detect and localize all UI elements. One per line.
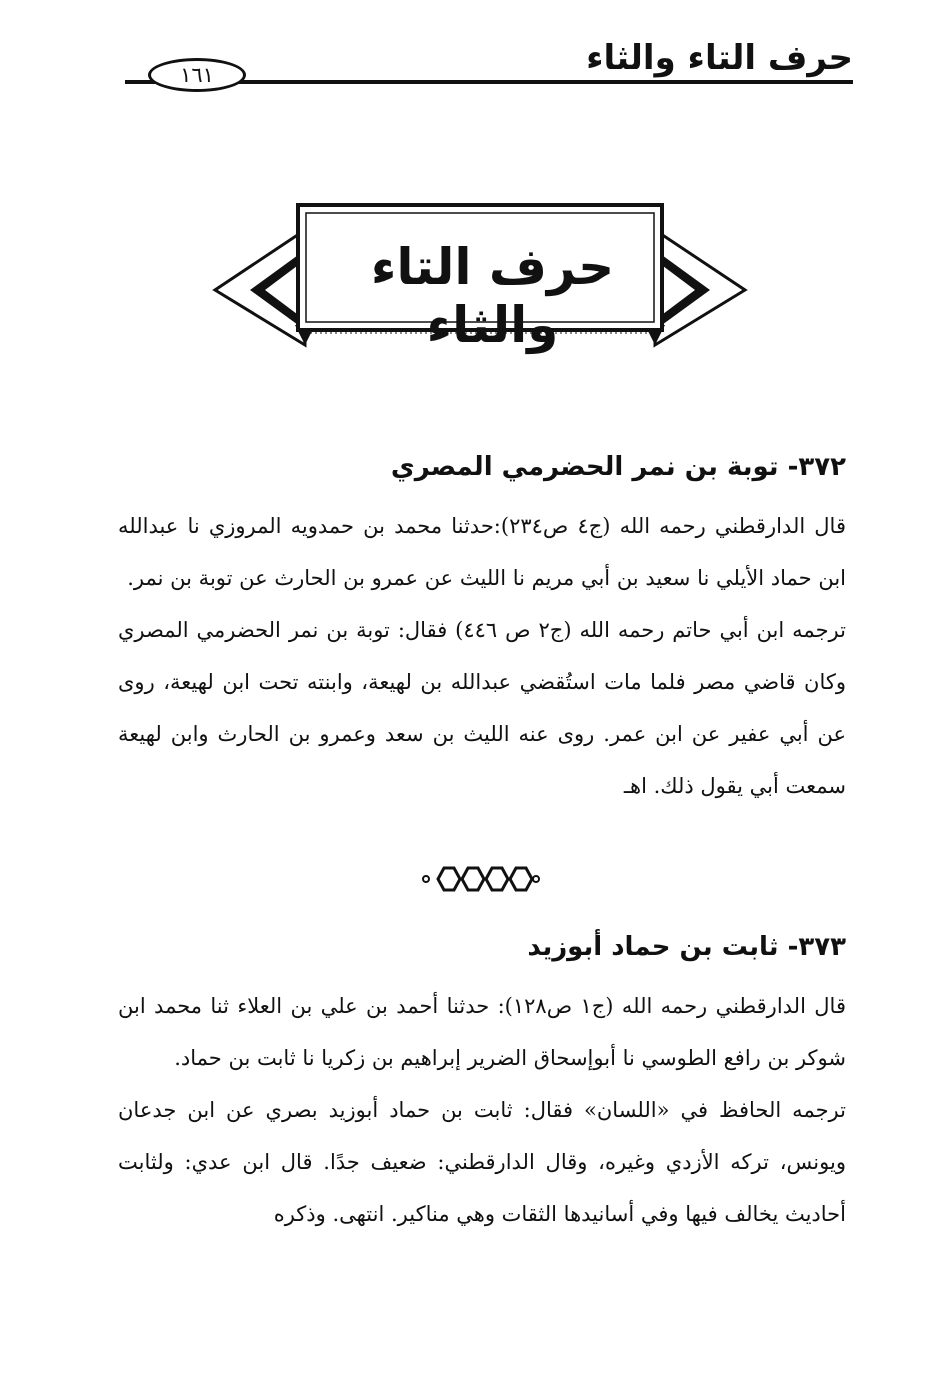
running-header-title: حرف التاء والثاء <box>586 38 853 78</box>
paragraph: ترجمه الحافظ في «اللسان» فقال: ثابت بن حماد أبوزيد بصري عن ابن جدعان ويونس، تركه الأزدي وغيره، وقال الدارقطني: ضعيف جدًا. قال ابن عدي: ولثابت أحاديث يخالف فيها وفي أسانيدها الثقات وهي مناكير. انتهى. وذكره <box>118 1098 846 1226</box>
entry-heading: ٣٧٢- توبة بن نمر الحضرمي المصري <box>390 452 846 482</box>
ornament-divider <box>420 862 540 896</box>
entry-heading: ٣٧٣- ثابت بن حماد أبوزيد <box>527 932 846 962</box>
paragraph: قال الدارقطني رحمه الله (ج٤ ص٢٣٤):حدثنا محمد بن حمدويه المروزي نا عبدالله ابن حماد الأيلي نا سعيد بن أبي مريم نا الليث عن عمرو بن الحارث عن توبة بن نمر. <box>118 514 846 590</box>
paragraph: قال الدارقطني رحمه الله (ج١ ص١٢٨): حدثنا أحمد بن علي بن العلاء ثنا محمد ابن شوكر بن رافع الطوسي نا أبوإسحاق الضرير إبراهيم بن زكريا نا ثابت بن حماد. <box>118 994 846 1070</box>
page-number: ١٦١ <box>148 58 246 92</box>
entry-body <box>118 500 846 812</box>
paragraph: ترجمه ابن أبي حاتم رحمه الله (ج٢ ص ٤٤٦) فقال: توبة بن نمر الحضرمي المصري وكان قاضي مصر فلما مات استُقضي عبدالله بن لهيعة، وابنته تحت ابن لهيعة، روى عن أبي عفير عن ابن عمر. روى عنه الليث بن سعد وعمرو بن الحارث وابن لهيعة سمعت أبي يقول ذلك. اهـ <box>118 618 846 798</box>
entry-body <box>118 980 846 1240</box>
chapter-title: حرف التاء والثاء <box>370 238 615 354</box>
